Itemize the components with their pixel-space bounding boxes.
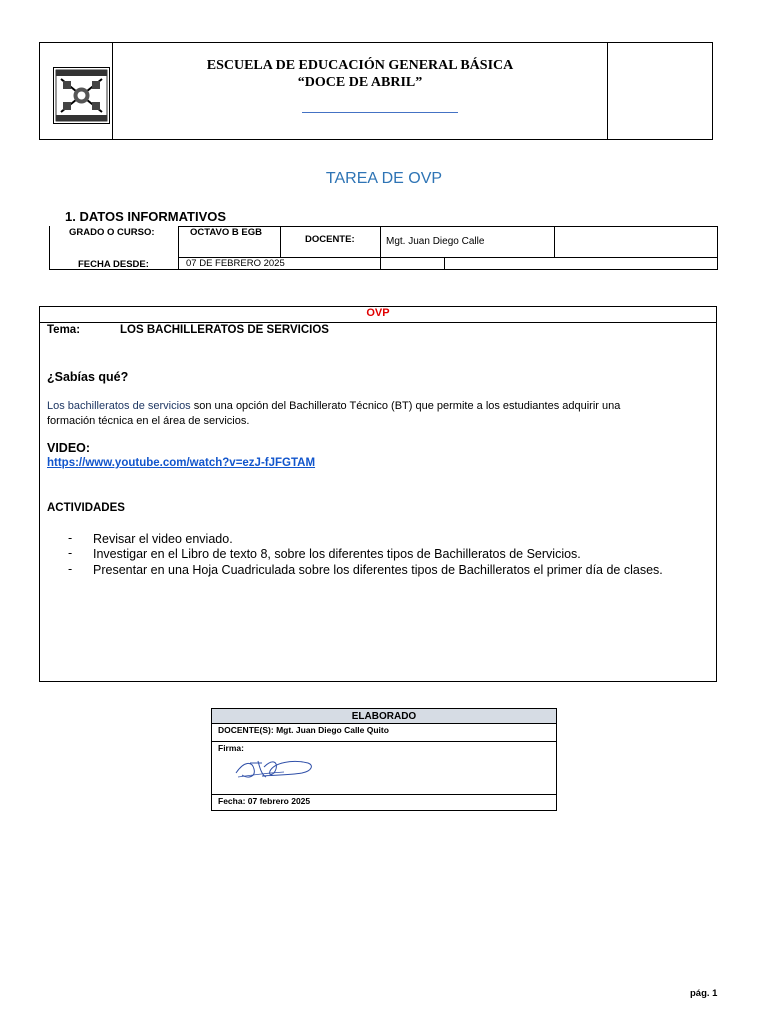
- sabias-highlight: Los bachilleratos de servicios: [47, 400, 191, 412]
- ovp-title: OVP: [366, 307, 390, 319]
- elaborado-fecha: Fecha: 07 febrero 2025: [211, 794, 557, 811]
- signature-image: [232, 755, 316, 781]
- info-empty-cell: [554, 226, 718, 258]
- section-datos-informativos: 1. DATOS INFORMATIVOS: [65, 209, 227, 224]
- sabias-heading: ¿Sabías qué?: [47, 370, 129, 384]
- video-label: VIDEO:: [47, 441, 91, 455]
- ovp-box: [39, 306, 717, 682]
- school-name: ESCUELA DE EDUCACIÓN GENERAL BÁSICA: [206, 58, 514, 73]
- video-link[interactable]: https://www.youtube.com/watch?v=ezJ-fJFGTAM: [47, 457, 316, 469]
- actividades-heading: ACTIVIDADES: [47, 502, 125, 514]
- school-logo: [53, 67, 110, 124]
- fecha-label: FECHA DESDE:: [78, 259, 149, 270]
- header-right-cell: [607, 42, 713, 140]
- task-title: TAREA DE OVP: [325, 170, 443, 187]
- elaborado-header: ELABORADO: [211, 708, 557, 724]
- tema-label: Tema:: [47, 324, 81, 336]
- school-underline: [302, 112, 458, 113]
- grado-value: OCTAVO B EGB: [190, 227, 262, 238]
- page-number: pág. 1: [690, 988, 718, 999]
- sabias-text2: formación técnica en el área de servicios.: [47, 415, 250, 427]
- fecha-empty-cell-2: [444, 257, 718, 270]
- firma-label: Firma:: [218, 743, 244, 753]
- school-subname: “DOCE DE ABRIL”: [297, 75, 423, 90]
- fecha-empty-cell-1: [380, 257, 445, 270]
- sabias-paragraph-line1: [47, 400, 717, 412]
- tema-value: LOS BACHILLERATOS DE SERVICIOS: [120, 324, 329, 336]
- docente-label: DOCENTE:: [305, 234, 355, 245]
- school-name-cell: [112, 42, 608, 140]
- elaborado-docente: DOCENTE(S): Mgt. Juan Diego Calle Quito: [211, 723, 557, 742]
- sabias-text1: son una opción del Bachillerato Técnico (BT) que permite a los estudiantes adquirir una: [190, 400, 621, 412]
- grado-label: GRADO O CURSO:: [69, 227, 155, 238]
- docente-value: Mgt. Juan Diego Calle: [386, 236, 485, 247]
- fecha-value: 07 DE FEBRERO 2025: [186, 258, 285, 269]
